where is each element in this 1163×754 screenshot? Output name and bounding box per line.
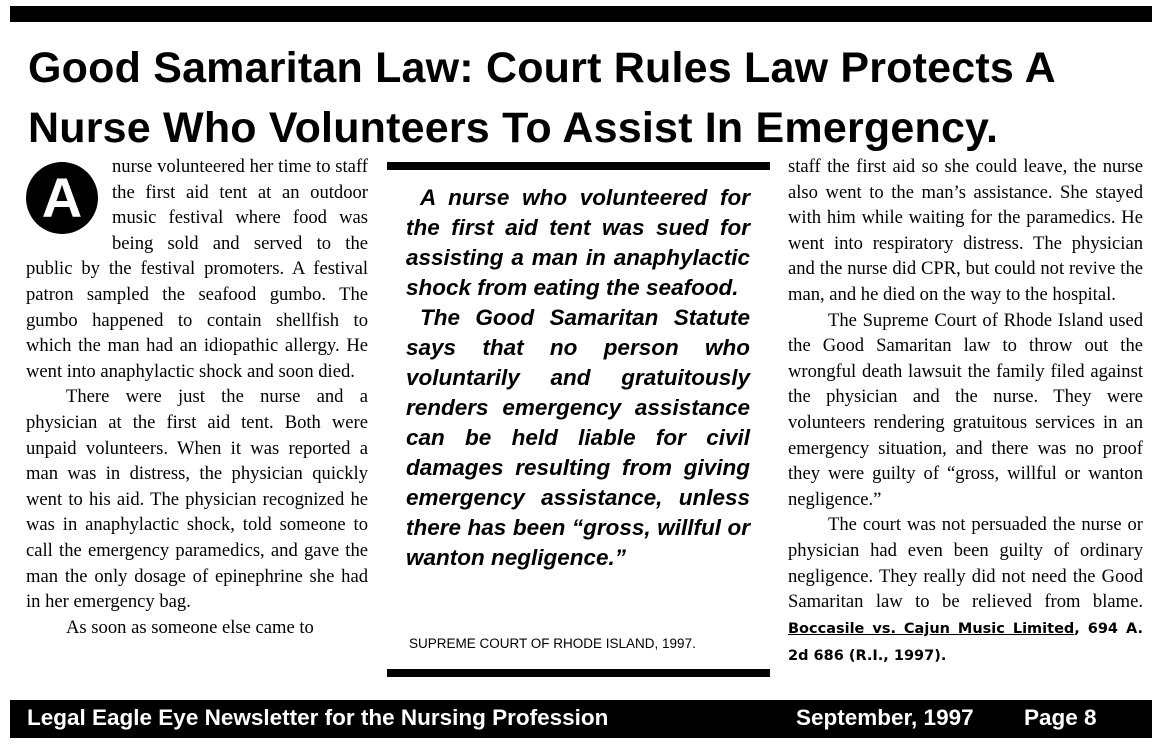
right-paragraph-1: staff the first aid so she could leave, the nurse also went to the man’s assistance. She stayed with him while waiting for the paramedics. He went into respiratory distress. The physician and the nurse did CPR, but could not revive the man, and he died on the way to the hospital. (788, 156, 1143, 305)
right-column (788, 154, 1143, 670)
left-paragraph-1: nurse volunteered her time to staff the first aid tent at an outdoor music festival where food was being sold and served to the public by the festival promoters. A festival patron sampled the seafood gumbo. The gumbo happened to contain shellfish to which the man had an idiopathic allergy. He went into anaphylactic shock and soon died. (26, 156, 368, 382)
left-paragraph-2: There were just the nurse and a physician at the first aid tent. Both were unpaid volunteers. When it was reported a man was in distress, the physician quickly went to his aid. The physician recognized he was in anaphylactic shock, told someone to call the emergency paramedics, and gave the man the only dosage of epinephrine she had in her emergency bag. (26, 386, 368, 613)
pull-quote-paragraph-2: The Good Samaritan Statute says that no person who voluntarily and gratuitously renders emergency assistance can be held liable for civil damages resulting from giving emergency assistance, unless there has been “gross, willful or wanton negligence.” (406, 305, 750, 570)
drop-cap: A (26, 162, 98, 234)
footer-date: September, 1997 (796, 705, 974, 730)
headline: Good Samaritan Law: Court Rules Law Protects A Nurse Who Volunteers To Assist In Emergency. (28, 44, 1055, 152)
left-paragraph-3: As soon as someone else came to (66, 616, 314, 638)
pull-quote-paragraph-1: A nurse who volunteered for the first aid tent was sued for assisting a man in anaphylactic shock from eating the seafood. (406, 185, 750, 300)
top-rule (10, 6, 1152, 22)
pull-quote-bottom-rule (387, 669, 770, 677)
right-paragraph-3-text: The court was not persuaded the nurse or physician had even been guilty of ordinary negligence. They really did not need the Good Samaritan law to be relieved from blame. (788, 514, 1143, 613)
pull-quote (406, 183, 750, 573)
pull-quote-source: SUPREME COURT OF RHODE ISLAND, 1997. (409, 636, 696, 651)
footer-newsletter-name: Legal Eagle Eye Newsletter for the Nursing Profession (27, 705, 609, 730)
footer-bar (10, 700, 1152, 738)
footer-page-number: Page 8 (1024, 705, 1097, 730)
case-citation-reference: , 694 A. 2d 686 (R.I., 1997). (788, 620, 1143, 665)
right-paragraph-2: The Supreme Court of Rhode Island used the Good Samaritan law to throw out the wrongful death lawsuit the family filed against the physician and the nurse. They were volunteers rendering gratuitous services in an emergency situation, and there was no proof they were guilty of “gross, willful or wanton negligence.” (788, 309, 1143, 510)
pull-quote-top-rule (387, 162, 770, 170)
right-paragraph-3 (788, 512, 1143, 670)
left-column (26, 154, 368, 640)
case-citation-link[interactable]: Boccasile vs. Cajun Music Limited (788, 620, 1075, 637)
